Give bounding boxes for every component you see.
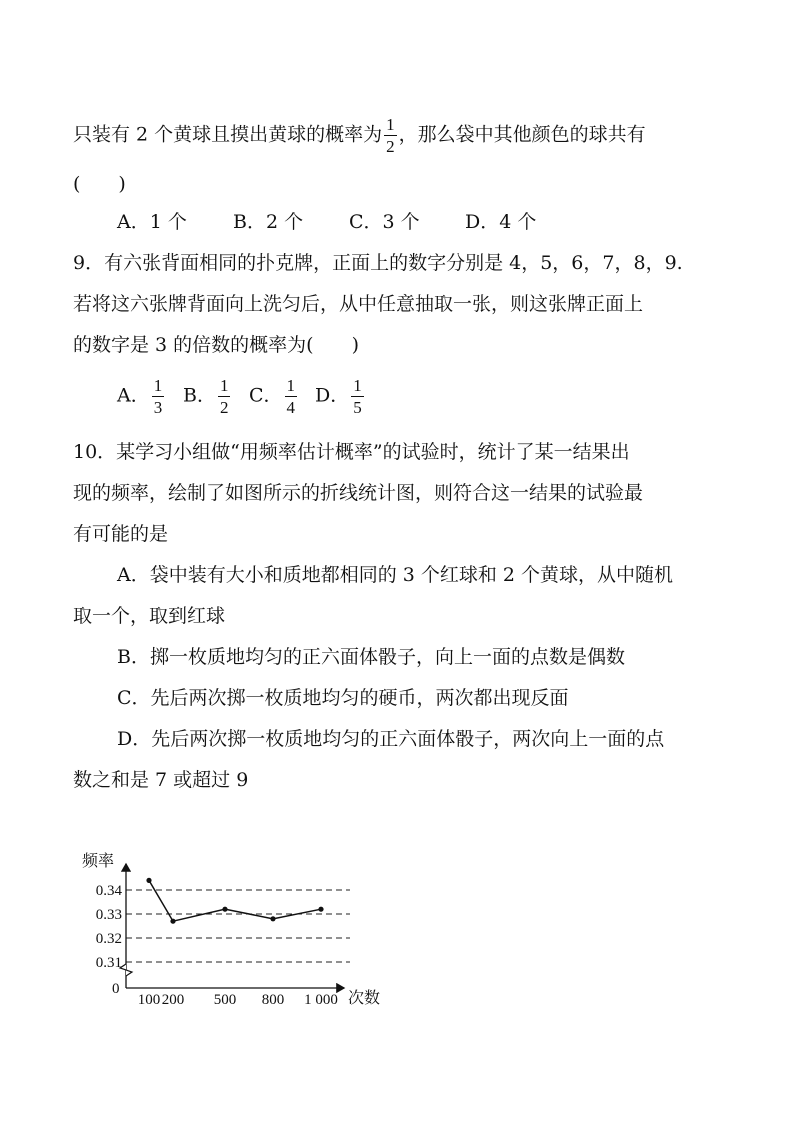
fraction-denominator: 2 <box>386 137 395 156</box>
fraction-numerator: 1 <box>353 376 362 395</box>
origin-label: 0 <box>112 981 120 997</box>
series-line <box>149 880 321 921</box>
x-tick-label: 500 <box>213 992 237 1008</box>
y-tick-label: 0.32 <box>95 931 122 947</box>
fraction-numerator: 1 <box>386 115 395 134</box>
q9-stem-line2: 若将这六张牌背面向上洗匀后，从中任意抽取一张，则这张牌正面上 <box>73 293 644 315</box>
q8-options <box>117 213 536 232</box>
data-point <box>270 916 275 921</box>
q8-option-a: A．1 个 <box>117 211 187 233</box>
q8-stem-text-after: ，那么袋中其他颜色的球共有 <box>398 123 646 146</box>
x-tick-label: 200 <box>161 992 185 1008</box>
y-tick-label: 0.34 <box>95 883 122 899</box>
data-point <box>318 907 323 912</box>
fraction-denominator: 3 <box>153 398 163 417</box>
data-point <box>222 907 227 912</box>
y-tick-labels <box>96 883 123 971</box>
q10-option-a-line2: 取一个，取到红球 <box>73 605 226 627</box>
fraction-denominator: 4 <box>286 398 296 417</box>
q9-option-c-fraction <box>285 377 298 416</box>
q10-stem-line1: 10．某学习小组做“用频率估计概率”的试验时，统计了某一结果出 <box>73 441 630 463</box>
q8-option-b: B．2 个 <box>233 211 304 233</box>
q9-option-b-letter: B． <box>183 384 216 407</box>
q8-option-c: C．3 个 <box>349 211 420 233</box>
fraction-numerator: 1 <box>286 376 296 395</box>
x-tick-label: 100 <box>137 992 161 1008</box>
q8-answer-paren: ( ) <box>73 173 126 195</box>
q9-option-c <box>249 377 315 416</box>
q8-fraction <box>384 116 397 155</box>
fraction-numerator: 1 <box>153 376 163 395</box>
q10-option-c: C．先后两次掷一枚质地均匀的硬币，两次都出现反面 <box>117 687 569 709</box>
q8-stem-line1 <box>73 116 646 155</box>
y-tick-label: 0.33 <box>95 907 122 923</box>
q9-option-a <box>117 377 183 416</box>
y-axis-label: 频率 <box>82 853 115 870</box>
q8-stem-text-before: 只装有 2 个黄球且摸出黄球的概率为 <box>73 123 383 146</box>
y-tick-label: 0.31 <box>95 955 122 971</box>
frequency-series <box>146 878 323 924</box>
q10-option-d-line1: D．先后两次掷一枚质地均匀的正六面体骰子，两次向上一面的点 <box>117 728 665 750</box>
q10-stem-line2: 现的频率，绘制了如图所示的折线统计图，则符合这一结果的试验最 <box>73 482 644 504</box>
fraction-denominator: 2 <box>219 398 229 417</box>
chart-grid <box>126 890 350 962</box>
x-tick-label: 1 000 <box>304 992 338 1008</box>
q9-option-d-fraction <box>351 377 364 416</box>
x-tick-labels <box>138 992 338 1008</box>
q10-option-b: B．掷一枚质地均匀的正六面体骰子，向上一面的点数是偶数 <box>117 646 625 668</box>
data-point <box>170 919 175 924</box>
q9-option-a-fraction <box>152 377 165 416</box>
q9-options <box>117 377 366 416</box>
q10-option-d-line2: 数之和是 7 或超过 9 <box>73 769 249 791</box>
q9-stem-line1: 9．有六张背面相同的扑克牌，正面上的数字分别是 4，5，6，7，8，9. <box>73 252 683 274</box>
q8-option-d: D．4 个 <box>465 211 537 233</box>
q9-option-b <box>183 377 249 416</box>
q9-stem-line3: 的数字是 3 的倍数的概率为( ) <box>73 334 359 356</box>
x-tick-label: 800 <box>261 992 285 1008</box>
q10-option-a-line1: A．袋中装有大小和质地都相同的 3 个红球和 2 个黄球，从中随机 <box>117 564 674 586</box>
q9-option-b-fraction <box>218 377 231 416</box>
x-axis-label: 次数 <box>348 990 381 1007</box>
data-point <box>146 878 151 883</box>
q9-option-a-letter: A． <box>117 384 150 407</box>
fraction-denominator: 5 <box>353 398 362 417</box>
q10-stem-line3: 有可能的是 <box>73 523 169 545</box>
q9-option-c-letter: C． <box>249 384 283 407</box>
q9-option-d <box>315 377 366 416</box>
fraction-numerator: 1 <box>219 376 229 395</box>
q9-option-d-letter: D． <box>315 384 350 407</box>
frequency-line-chart <box>60 842 400 1012</box>
